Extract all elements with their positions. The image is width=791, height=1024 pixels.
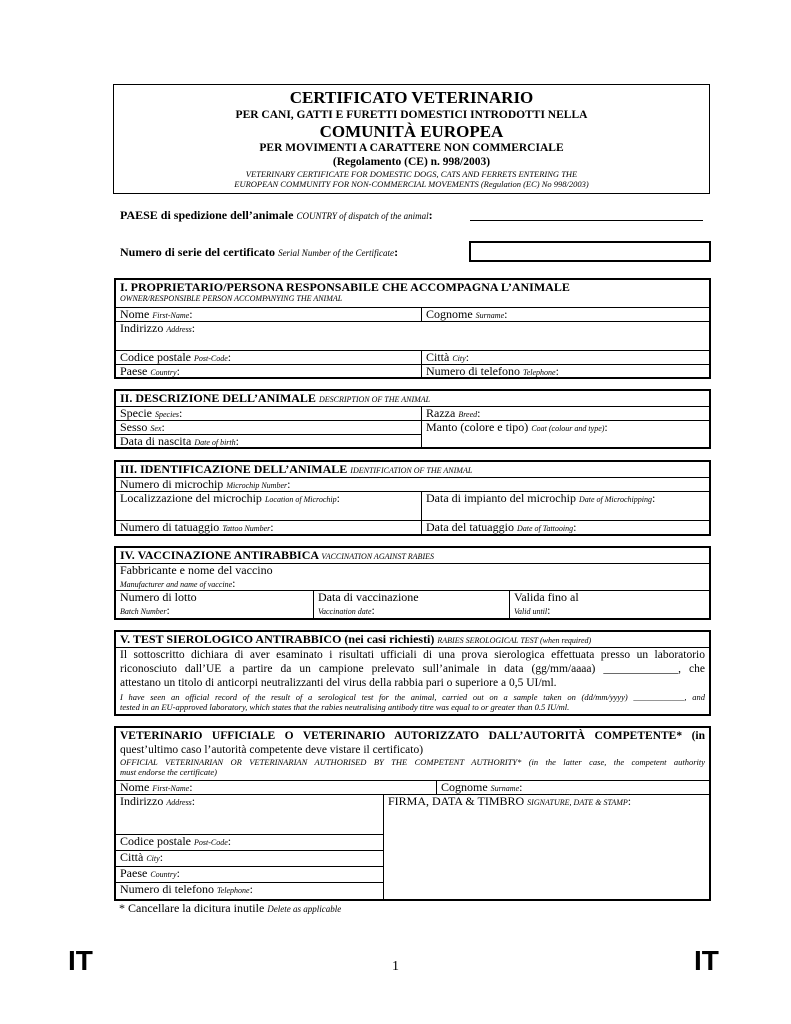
vet-address-field[interactable]: Indirizzo Address: — [116, 795, 383, 835]
owner-country-field[interactable]: Paese Country: — [120, 364, 180, 378]
section-description — [114, 389, 711, 449]
valid-until-field[interactable]: Valida fino al Valid until: — [509, 591, 709, 618]
section-description-title: II. DESCRIZIONE DELL’ANIMALE DESCRIPTION OF THE ANIMAL — [120, 391, 431, 405]
tattoo-number-field[interactable]: Numero di tatuaggio Tattoo Number: — [120, 520, 274, 534]
section-owner-header — [116, 280, 709, 307]
coat-field[interactable]: Manto (colore e tipo) Coat (colour and type): — [421, 421, 709, 447]
signature-stamp-field[interactable]: FIRMA, DATA & TIMBRO SIGNATURE, DATE & STAMP: — [383, 795, 709, 899]
section-identification — [114, 460, 711, 536]
serological-english-line1: I have seen an official record of the result of a serological test for the animal, carried out on a sample taken on (dd/mm/yyyy) ____________, and — [120, 692, 705, 702]
vet-country-field[interactable]: Paese Country: — [116, 867, 383, 883]
section-owner — [114, 278, 711, 379]
serological-text-line2: riconosciuto dall’UE a partire da un campione prelevato sull’animale in data (gg/mm/aaaa) _____________, che — [120, 663, 705, 675]
vaccination-date-field[interactable]: Data di vaccinazione Vaccination date: — [313, 591, 509, 618]
microchip-number-field[interactable]: Numero di microchip Microchip Number: — [120, 477, 291, 491]
serial-number-field[interactable] — [469, 241, 711, 262]
header-line3: COMUNITÀ EUROPEA — [319, 122, 504, 141]
serological-text-line3: attestano un titolo di anticorpi neutralizzanti del virus della rabbia pari o superiore a 0,5 UI/ml. — [120, 677, 557, 689]
vet-city-field[interactable]: Città City: — [116, 851, 383, 867]
microchip-date-field[interactable]: Data di impianto del microchip Date of Microchipping: — [421, 492, 709, 520]
serial-label: Numero di serie del certificato Serial Number of the Certificate: — [120, 245, 399, 259]
vet-subtitle-line2: must endorse the certificate) — [120, 767, 218, 777]
batch-number-field[interactable]: Numero di lotto Batch Number: — [120, 590, 197, 617]
vet-first-name-field[interactable]: Nome First-Name: — [120, 780, 193, 794]
certificate-header — [113, 84, 710, 194]
owner-surname-field[interactable]: Cognome Surname: — [421, 308, 709, 321]
vaccine-manufacturer-field[interactable]: Fabbricante e nome del vaccino Manufacturer and name of vaccine: — [120, 563, 273, 590]
country-label: PAESE di spedizione dell’animale COUNTRY of dispatch of the animal: — [120, 208, 433, 222]
microchip-location-field[interactable]: Localizzazione del microchip Location of Microchip: — [120, 491, 340, 505]
footer-country-code-left: IT — [68, 945, 93, 976]
vet-title-line1: VETERINARIO UFFICIALE O VETERINARIO AUTORIZZATO DALL’AUTORITÀ COMPETENTE* (in — [120, 730, 705, 742]
sex-field[interactable]: Sesso Sex: — [116, 421, 421, 435]
country-field[interactable] — [470, 220, 703, 221]
species-field[interactable]: Specie Species: — [120, 406, 183, 420]
section-vaccination-title: IV. VACCINAZIONE ANTIRABBICA VACCINATION AGAINST RABIES — [120, 548, 434, 562]
owner-first-name-field[interactable]: Nome First-Name: — [120, 307, 193, 321]
breed-field[interactable]: Razza Breed: — [421, 407, 709, 420]
header-english-line1: VETERINARY CERTIFICATE FOR DOMESTIC DOGS, CATS AND FERRETS ENTERING THE — [245, 169, 578, 179]
serological-english-line2: tested in an EU-approved laboratory, which states that the rabies neutralising antibody titre was equal to or greater than 0.5 IU/ml. — [120, 702, 570, 712]
section-owner-title: I. PROPRIETARIO/PERSONA RESPONSABILE CHE ACCOMPAGNA L’ANIMALE — [120, 280, 570, 294]
vet-title-line2: quest’ultimo caso l’autorità competente deve vistare il certificato) — [120, 744, 424, 756]
vet-subtitle-line1: OFFICIAL VETERINARIAN OR VETERINARIAN AUTHORISED BY THE COMPETENT AUTHORITY* (in the latter case, the competent authority — [120, 757, 705, 767]
section-serological-title: V. TEST SIEROLOGICO ANTIRABBICO (nei casi richiesti) RABIES SEROLOGICAL TEST (when required) — [120, 632, 592, 646]
page-number: 1 — [392, 959, 399, 974]
footer-country-code-right: IT — [694, 945, 719, 976]
certificate-title: CERTIFICATO VETERINARIO — [289, 88, 534, 107]
section-vaccination — [114, 546, 711, 620]
section-owner-subtitle: OWNER/RESPONSIBLE PERSON ACCOMPANYING THE ANIMAL — [120, 294, 343, 303]
footnote: * Cancellare la dicitura inutile Delete as applicable — [119, 901, 342, 915]
header-english-line2: EUROPEAN COMMUNITY FOR NON-COMMERCIAL MOVEMENTS (Regulation (EC) No 998/2003) — [234, 179, 589, 189]
header-line2: PER CANI, GATTI E FURETTI DOMESTICI INTRODOTTI NELLA — [235, 109, 588, 121]
section-serological-test — [114, 630, 711, 716]
owner-address-field[interactable]: Indirizzo Address: — [120, 321, 196, 335]
serological-text-line1: Il sottoscritto dichiara di aver esaminato i risultati ufficiali di una prova sierologica effettuata presso un laboratorio — [120, 649, 705, 661]
section-official-veterinarian — [114, 726, 711, 901]
owner-telephone-field[interactable]: Numero di telefono Telephone: — [421, 365, 709, 377]
vet-telephone-field[interactable]: Numero di telefono Telephone: — [120, 882, 253, 896]
vet-postcode-field[interactable]: Codice postale Post-Code: — [116, 835, 383, 851]
owner-postcode-field[interactable]: Codice postale Post-Code: — [120, 350, 232, 364]
vet-surname-field[interactable]: Cognome Surname: — [436, 781, 709, 794]
header-regulation: (Regolamento (CE) n. 998/2003) — [332, 156, 491, 168]
birth-date-field[interactable]: Data di nascita Date of birth: — [120, 434, 239, 448]
header-line4: PER MOVIMENTI A CARATTERE NON COMMERCIALE — [259, 142, 564, 154]
section-identification-title: III. IDENTIFICAZIONE DELL’ANIMALE IDENTIFICATION OF THE ANIMAL — [120, 462, 473, 476]
tattoo-date-field[interactable]: Data del tatuaggio Date of Tattooing: — [421, 521, 709, 534]
owner-city-field[interactable]: Città City: — [421, 351, 709, 364]
